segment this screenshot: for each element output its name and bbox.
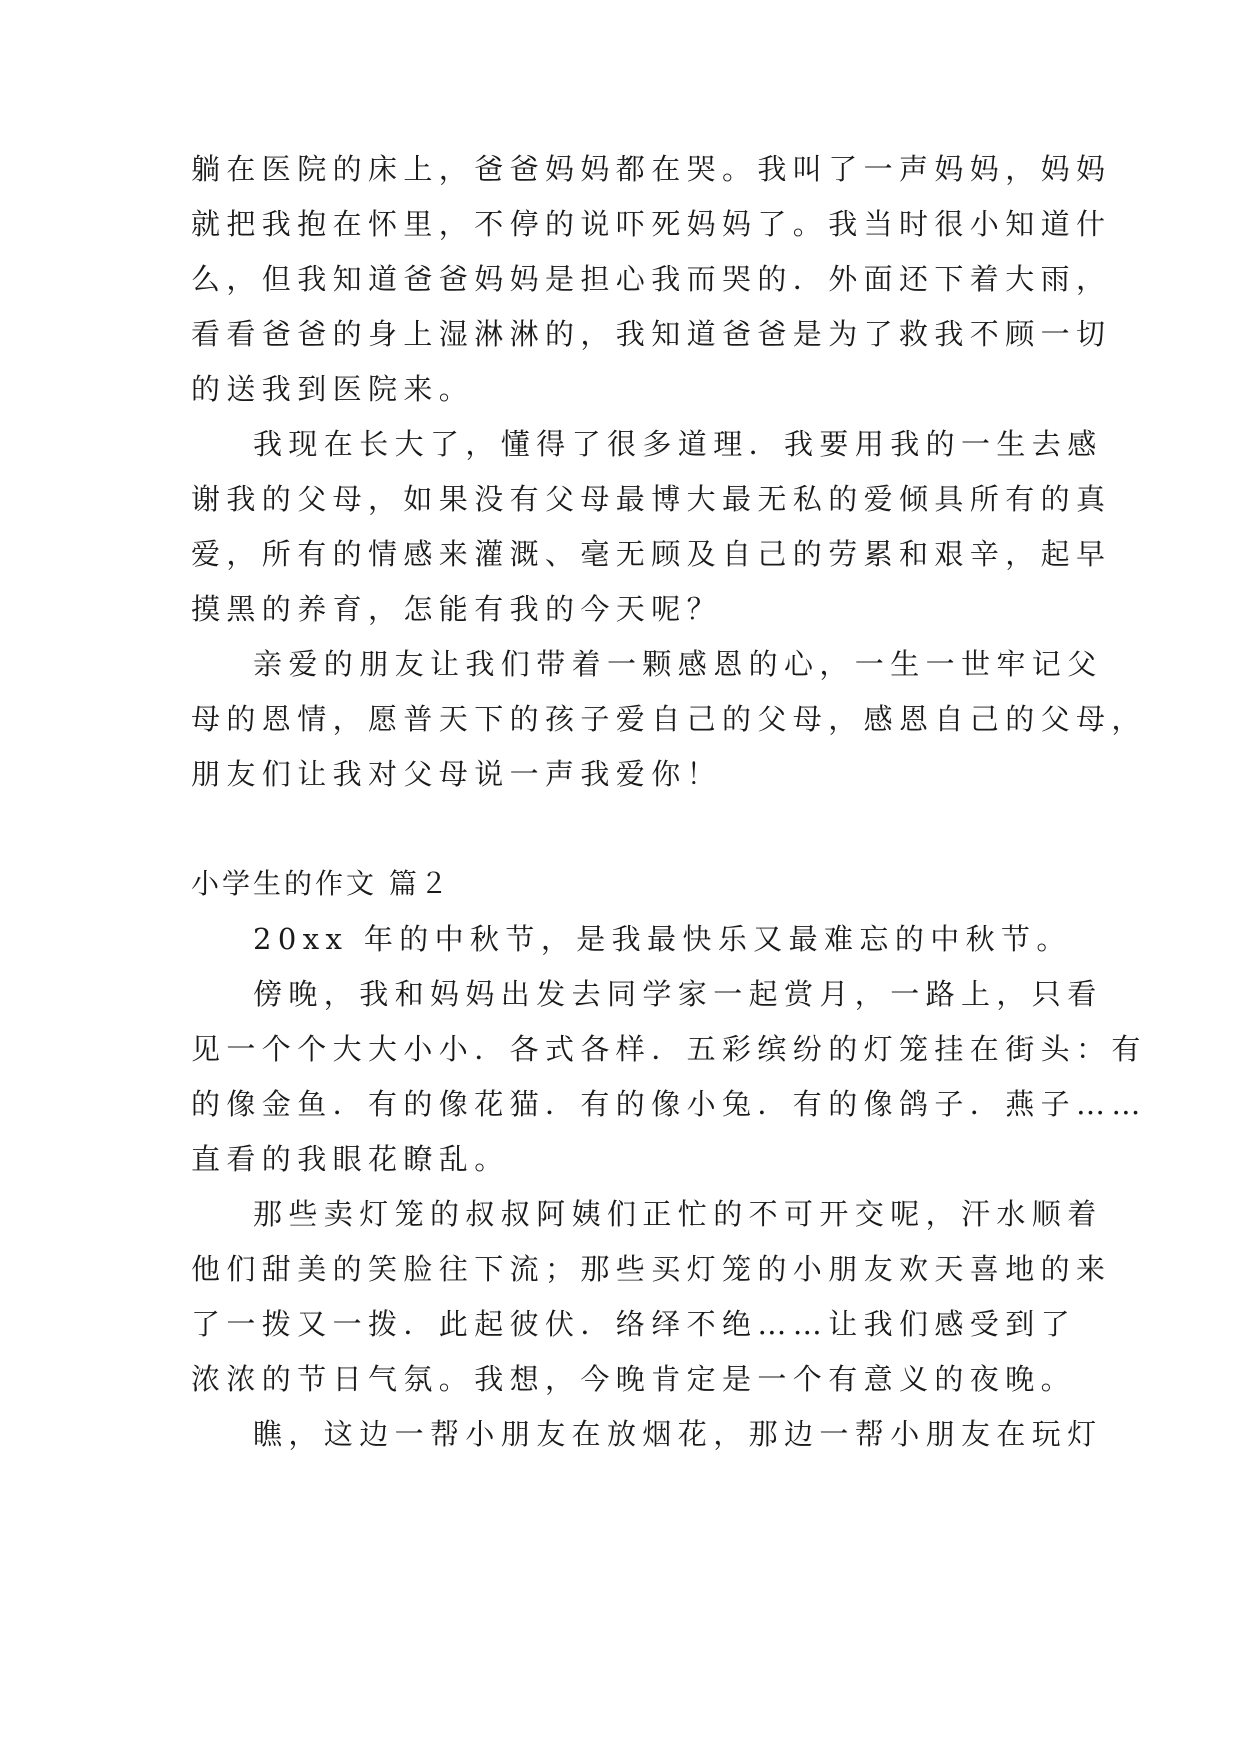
paragraph-line: 朋友们让我对父母说一声我爱你！ — [191, 757, 723, 791]
paragraph-line: 母的恩情，愿普天下的孩子爱自己的父母，感恩自己的父母， — [191, 702, 1147, 736]
paragraph-line: 浓浓的节日气氛。我想，今晚肯定是一个有意义的夜晚。 — [191, 1362, 1077, 1396]
paragraph-line: 他们甜美的笑脸往下流；那些买灯笼的小朋友欢天喜地的来 — [191, 1252, 1112, 1286]
paragraph-line: 了一拨又一拨．此起彼伏．络绎不绝……让我们感受到了 — [191, 1307, 1077, 1341]
section-heading: 小学生的作文 篇２ — [191, 867, 451, 900]
paragraph-line: 的像金鱼．有的像花猫．有的像小兔．有的像鸽子．燕子…… — [191, 1087, 1147, 1121]
paragraph-first-line: 傍晚，我和妈妈出发去同学家一起赏月，一路上，只看 — [253, 977, 1103, 1011]
paragraph-line: 就把我抱在怀里，不停的说吓死妈妈了。我当时很小知道什 — [191, 207, 1112, 241]
paragraph-line: 见一个个大大小小．各式各样．五彩缤纷的灯笼挂在街头：有 — [191, 1032, 1147, 1066]
paragraph-first-line: 那些卖灯笼的叔叔阿姨们正忙的不可开交呢，汗水顺着 — [253, 1197, 1103, 1231]
paragraph-first-line: 瞧，这边一帮小朋友在放烟花，那边一帮小朋友在玩灯 — [253, 1417, 1103, 1451]
paragraph-line: 么，但我知道爸爸妈妈是担心我而哭的．外面还下着大雨， — [191, 262, 1112, 296]
paragraph-first-line: 亲爱的朋友让我们带着一颗感恩的心，一生一世牢记父 — [253, 647, 1103, 681]
paragraph-line: 爱，所有的情感来灌溉、毫无顾及自己的劳累和艰辛，起早 — [191, 537, 1112, 571]
paragraph-first-line: 20xx 年的中秋节，是我最快乐又最难忘的中秋节。 — [253, 922, 1072, 956]
paragraph-line: 直看的我眼花瞭乱。 — [191, 1142, 510, 1176]
paragraph-line: 看看爸爸的身上湿淋淋的，我知道爸爸是为了救我不顾一切 — [191, 317, 1112, 351]
paragraph-line: 的送我到医院来。 — [191, 372, 475, 406]
paragraph-line: 躺在医院的床上，爸爸妈妈都在哭。我叫了一声妈妈，妈妈 — [191, 152, 1112, 186]
paragraph-line: 摸黑的养育，怎能有我的今天呢？ — [191, 592, 723, 626]
paragraph-line: 谢我的父母，如果没有父母最博大最无私的爱倾具所有的真 — [191, 482, 1112, 516]
paragraph-first-line: 我现在长大了，懂得了很多道理．我要用我的一生去感 — [253, 427, 1103, 461]
